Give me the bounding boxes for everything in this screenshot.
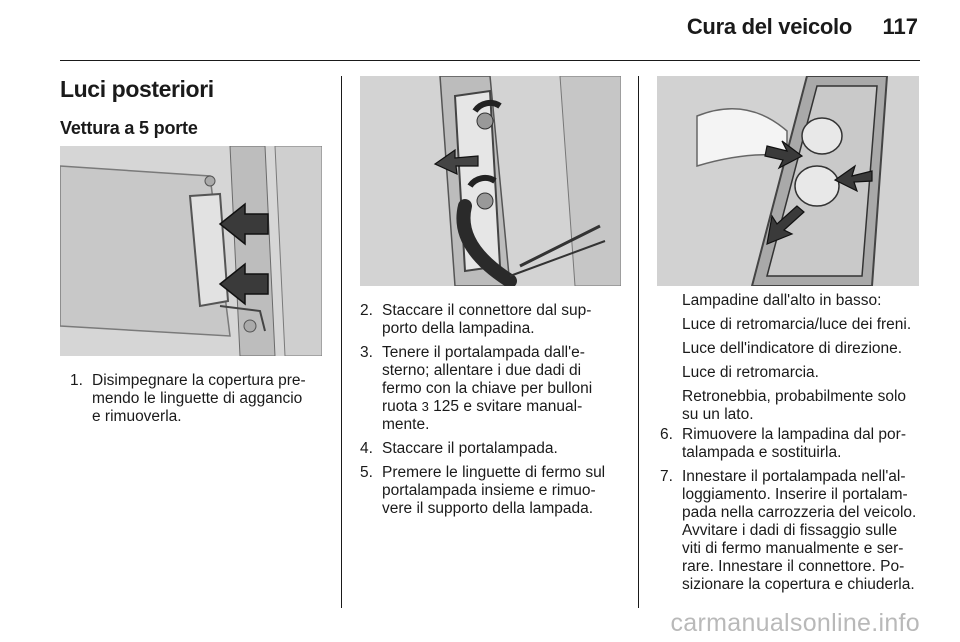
header-rule xyxy=(60,60,920,61)
step-text: Premere le linguette di fermo sul portalampada insieme e rimuo- vere il supporto della lampada. xyxy=(382,464,606,517)
bulb-list-item: Lampadine dall'alto in basso: xyxy=(682,292,882,309)
steps-column-3 xyxy=(660,426,922,600)
rear-panel-cover-illustration xyxy=(60,146,322,356)
bulb-list-item: Luce di retromarcia/luce dei freni. xyxy=(682,316,912,333)
step-text-part: Tenere il portalampada dall'e- sterno; allentare i due dadi di fermo con la chiave per bulloni ruota xyxy=(382,344,593,415)
steps-column-2 xyxy=(360,302,630,524)
step-item xyxy=(360,302,630,338)
step-number: 5. xyxy=(360,464,373,481)
step-text: Staccare il portalampada. xyxy=(382,440,558,457)
step-number: 3. xyxy=(360,344,373,361)
step-number: 1. xyxy=(70,372,83,389)
step-text: Rimuovere la lampadina dal por- talampada e sostituirla. xyxy=(682,426,907,461)
column-divider-2 xyxy=(638,76,639,608)
step-text-part: 125 e svitare manual- mente. xyxy=(382,398,583,433)
figure-bulb-holder-wrench xyxy=(360,76,621,286)
step-item xyxy=(70,372,335,426)
watermark: carmanualsonline.info xyxy=(670,609,920,637)
step-item xyxy=(660,426,922,462)
figure-bulb-holder-removal xyxy=(657,76,919,286)
page-number: 117 xyxy=(882,14,918,39)
step-number: 4. xyxy=(360,440,373,457)
bulb-holder-wrench-illustration xyxy=(360,76,621,286)
bulb-list-item: Luce di retromarcia. xyxy=(682,364,819,381)
section-title: Luci posteriori xyxy=(60,76,214,102)
page-reference-icon: 3 xyxy=(421,399,429,414)
figure-rear-panel-cover xyxy=(60,146,322,356)
step-text xyxy=(382,344,592,433)
step-item xyxy=(360,464,630,518)
step-number: 6. xyxy=(660,426,673,443)
bulb-list xyxy=(682,292,922,430)
running-header-title: Cura del veicolo xyxy=(686,14,852,39)
step-text: Disimpegnare la copertura pre- mendo le linguette di aggancio e rimuoverla. xyxy=(92,372,306,425)
bulb-list-item: Luce dell'indicatore di direzione. xyxy=(682,340,903,357)
steps-column-1 xyxy=(70,372,335,432)
column-divider-1 xyxy=(341,76,342,608)
step-item xyxy=(660,468,922,594)
step-text: Staccare il connettore dal sup- porto della lampadina. xyxy=(382,302,592,337)
step-item xyxy=(360,440,630,458)
bulb-list-item: Retronebbia, probabilmente solo su un lato. xyxy=(682,388,907,423)
step-number: 2. xyxy=(360,302,373,319)
step-number: 7. xyxy=(660,468,673,485)
section-subtitle: Vettura a 5 porte xyxy=(60,118,198,138)
bulb-holder-removal-illustration xyxy=(657,76,919,286)
step-text: Innestare il portalampada nell'al- loggiamento. Inserire il portalam- pada nella carrozzeria del veicolo. Avvitare i dadi di fissaggio sulle viti di fermo manualmente e ser- rare. Innestare il connettore. Po- sizionare la copertura e chiuderla. xyxy=(682,468,917,593)
step-item xyxy=(360,344,630,434)
